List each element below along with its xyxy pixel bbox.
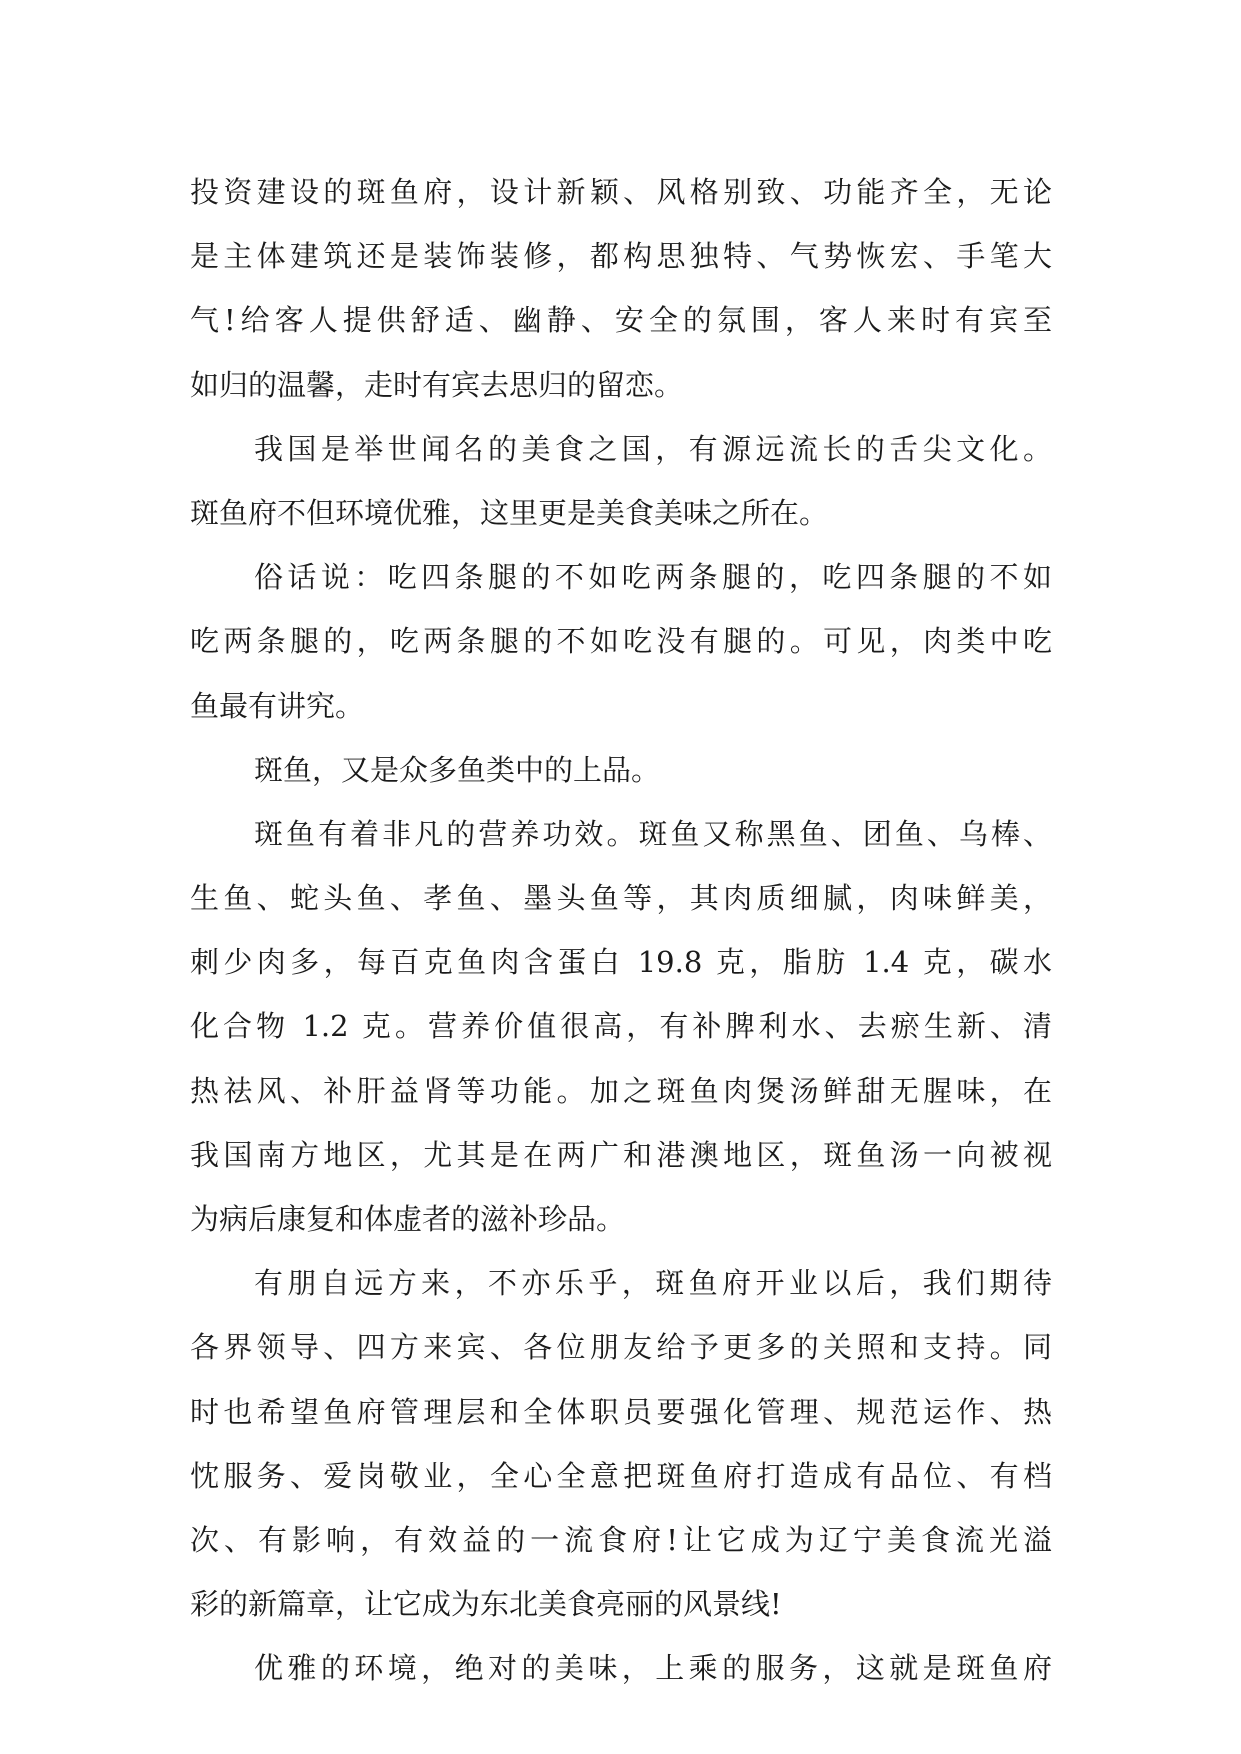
text-line: 我国是举世闻名的美食之国，有源远流长的舌尖文化。 — [254, 431, 1052, 466]
text-line: 各界领导、四方来宾、各位朋友给予更多的关照和支持。同 — [190, 1330, 1052, 1365]
paragraph — [190, 417, 1052, 545]
paragraph — [190, 1636, 1052, 1700]
text-line: 如归的温馨，走时有宾去思归的留恋。 — [190, 367, 684, 402]
text-line: 俗话说：吃四条腿的不如吃两条腿的，吃四条腿的不如 — [254, 560, 1052, 595]
text-line: 鱼最有讲究。 — [190, 688, 365, 723]
text-line: 时也希望鱼府管理层和全体职员要强化管理、规范运作、热 — [190, 1394, 1052, 1429]
text-line: 优雅的环境，绝对的美味，上乘的服务，这就是斑鱼府 — [254, 1651, 1052, 1686]
text-line: 化合物 1.2 克。营养价值很高，有补脾利水、去瘀生新、清 — [190, 1009, 1052, 1044]
text-line: 是主体建筑还是装饰装修，都构思独特、气势恢宏、手笔大 — [190, 239, 1052, 274]
text-line: 次、有影响，有效益的一流食府!让它成为辽宁美食流光溢 — [190, 1522, 1052, 1557]
text-line: 热祛风、补肝益肾等功能。加之斑鱼肉煲汤鲜甜无腥味，在 — [190, 1073, 1052, 1108]
text-line: 投资建设的斑鱼府，设计新颖、风格别致、功能齐全，无论 — [190, 175, 1052, 209]
text-line: 刺少肉多，每百克鱼肉含蛋白 19.8 克，脂肪 1.4 克，碳水 — [190, 945, 1052, 980]
text-line: 气!给客人提供舒适、幽静、安全的氛围，客人来时有宾至 — [190, 303, 1052, 338]
paragraph — [190, 802, 1052, 1251]
text-line: 斑鱼府不但环境优雅，这里更是美食美味之所在。 — [190, 495, 829, 530]
paragraph — [190, 738, 1052, 802]
text-line: 斑鱼，又是众多鱼类中的上品。 — [254, 752, 661, 787]
text-line: 为病后康复和体虚者的滋补珍品。 — [190, 1202, 626, 1236]
text-line: 彩的新篇章，让它成为东北美食亮丽的风景线! — [190, 1587, 782, 1622]
text-line: 生鱼、蛇头鱼、孝鱼、墨头鱼等，其肉质细腻，肉味鲜美， — [190, 881, 1052, 916]
text-line: 吃两条腿的，吃两条腿的不如吃没有腿的。可见，肉类中吃 — [190, 624, 1052, 659]
text-line: 我国南方地区，尤其是在两广和港澳地区，斑鱼汤一向被视 — [190, 1137, 1052, 1172]
text-line: 斑鱼有着非凡的营养功效。斑鱼又称黑鱼、团鱼、乌棒、 — [254, 816, 1052, 851]
paragraph — [190, 1251, 1052, 1636]
paragraph — [190, 545, 1052, 738]
paragraph — [190, 160, 1052, 417]
text-line: 忱服务、爱岗敬业，全心全意把斑鱼府打造成有品位、有档 — [190, 1458, 1052, 1493]
body-text — [190, 160, 1052, 1701]
text-line: 有朋自远方来，不亦乐乎，斑鱼府开业以后，我们期待 — [254, 1266, 1052, 1301]
